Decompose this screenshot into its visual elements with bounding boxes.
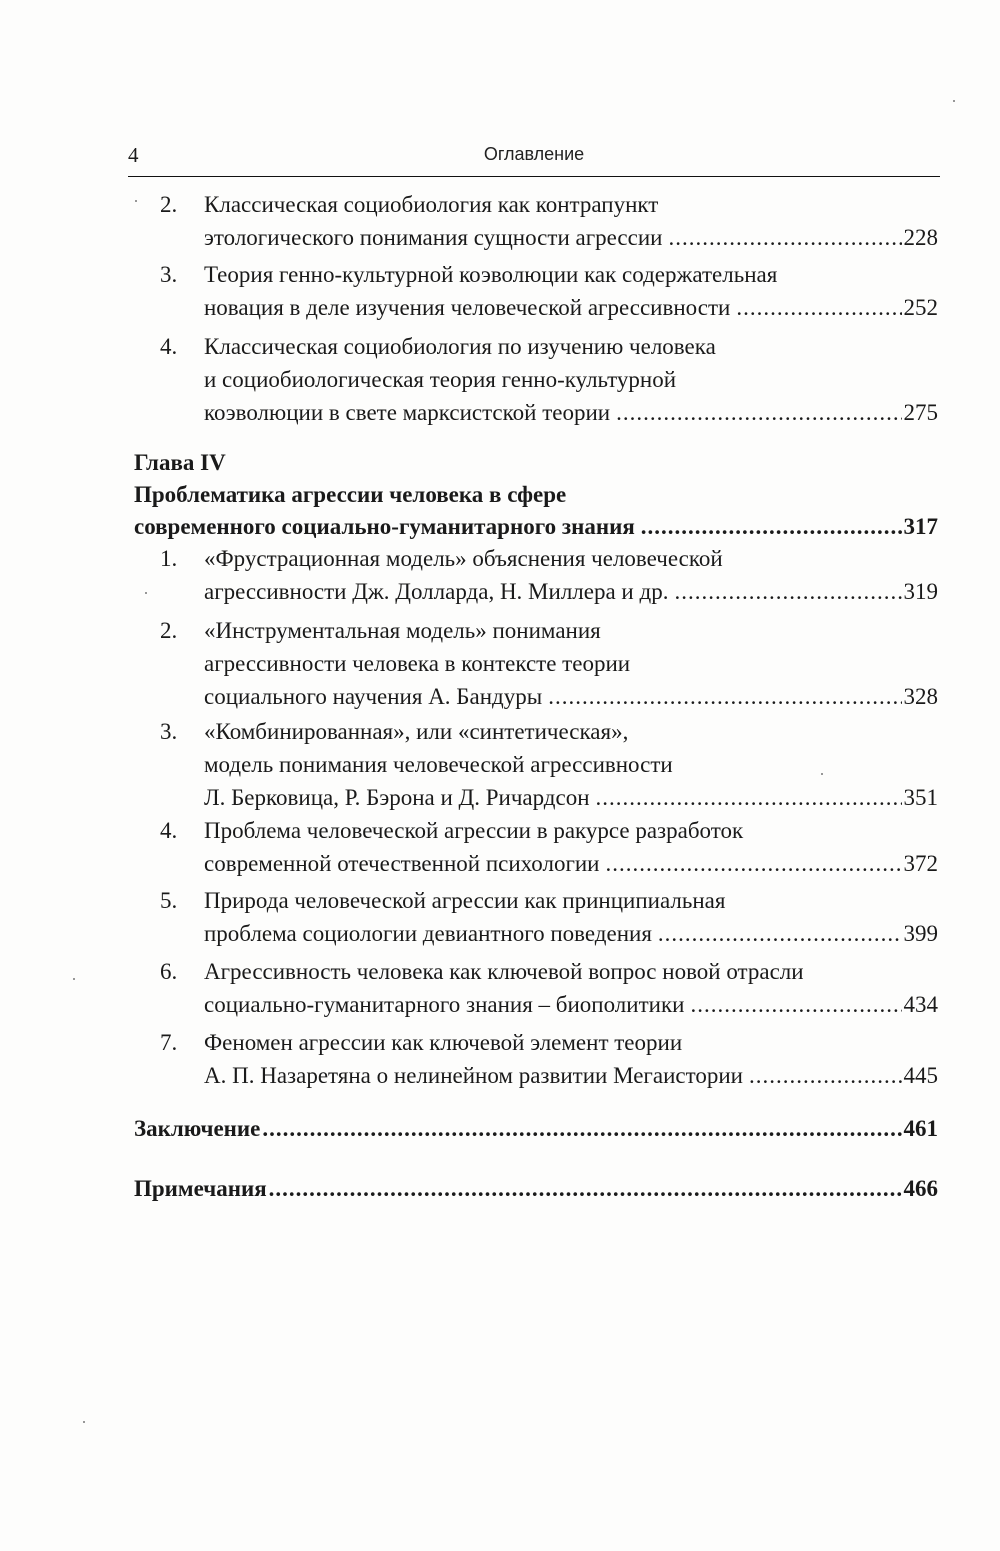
conclusion-label: Заключение [134, 1116, 261, 1141]
scan-speck [953, 100, 955, 102]
entry-title-line: Агрессивность человека как ключевой вопрос новой отрасли [204, 959, 804, 984]
toc-conclusion[interactable] [134, 1113, 938, 1145]
page-number: 4 [128, 143, 139, 167]
chapter-title-line: современного социально-гуманитарного знания [134, 514, 635, 539]
dot-leader [736, 291, 901, 324]
notes-page-number: 466 [903, 1176, 938, 1201]
entry-title-line: Л. Берковица, Р. Бэрона и Д. Ричардсон [204, 785, 590, 810]
entry-title-line: проблема социологии девиантного поведения [204, 921, 652, 946]
scan-speck [821, 773, 823, 775]
dot-leader [616, 396, 901, 429]
scan-speck [83, 1421, 85, 1423]
entry-page-number: 445 [903, 1063, 938, 1088]
scan-speck [73, 978, 75, 980]
notes-label: Примечания [134, 1176, 267, 1201]
entry-title-line: Теория генно-культурной коэволюции как содержательная [204, 262, 778, 287]
entry-title-line: современной отечественной психологии [204, 851, 600, 876]
entry-title-line: Природа человеческой агрессии как принципиальная [204, 888, 726, 913]
dot-leader [606, 847, 902, 880]
header-rule [128, 176, 940, 177]
entry-page-number: 252 [903, 295, 938, 320]
entry-number: 4. [160, 334, 178, 359]
entry-number: 3. [160, 719, 178, 744]
entry-title-line: А. П. Назаретяна о нелинейном развитии Мегаистории [204, 1063, 743, 1088]
dot-leader [641, 511, 902, 543]
entry-title-line: Феномен агрессии как ключевой элемент теории [204, 1030, 683, 1055]
entry-title-line: агрессивности Дж. Долларда, Н. Миллера и др. [204, 579, 669, 604]
entry-number: 2. [160, 192, 178, 217]
entry-title-line: коэволюции в свете марксистской теории [204, 400, 611, 425]
entry-title-line: «Фрустрационная модель» объяснения человеческой [204, 546, 723, 571]
dot-leader [658, 917, 902, 950]
entry-number: 7. [160, 1030, 178, 1055]
entry-number: 6. [160, 959, 178, 984]
entry-title-line: «Комбинированная», или «синтетическая», [204, 719, 629, 744]
entry-title-line: Классическая социобиология по изучению человека [204, 334, 716, 359]
dot-leader [262, 1113, 901, 1145]
dot-leader [668, 221, 901, 254]
entry-title-line: Проблема человеческой агрессии в ракурсе разработок [204, 818, 744, 843]
entry-title-line: агрессивности человека в контексте теории [204, 651, 631, 676]
entry-number: 1. [160, 546, 178, 571]
entry-title-line: «Инструментальная модель» понимания [204, 618, 601, 643]
chapter-page-number: 317 [903, 514, 938, 539]
entry-number: 4. [160, 818, 178, 843]
entry-number: 3. [160, 262, 178, 287]
entry-page-number: 399 [903, 921, 938, 946]
entry-page-number: 351 [903, 785, 938, 810]
running-title: Оглавление [483, 144, 585, 164]
scan-speck [135, 200, 137, 202]
chapter-label: Глава IV [134, 450, 226, 475]
conclusion-page-number: 461 [903, 1116, 938, 1141]
toc-notes[interactable] [134, 1173, 938, 1205]
entry-number: 2. [160, 618, 178, 643]
dot-leader [596, 781, 902, 814]
scan-speck [145, 592, 147, 594]
chapter-title-line: Проблематика агрессии человека в сфере [134, 482, 567, 507]
page-header [128, 143, 940, 173]
chapter-heading[interactable] [134, 447, 938, 543]
entry-title-line: и социобиологическая теория генно-культурной [204, 367, 677, 392]
entry-page-number: 434 [903, 992, 938, 1017]
dot-leader [548, 680, 901, 713]
entry-page-number: 228 [903, 225, 938, 250]
entry-title-line: новация в деле изучения человеческой агрессивности [204, 295, 731, 320]
entry-page-number: 372 [903, 851, 938, 876]
dot-leader [690, 988, 901, 1021]
dot-leader [749, 1059, 902, 1092]
entry-number: 5. [160, 888, 178, 913]
entry-page-number: 328 [903, 684, 938, 709]
entry-title-line: этологического понимания сущности агрессии [204, 225, 663, 250]
entry-title-line: модель понимания человеческой агрессивности [204, 752, 673, 777]
dot-leader [674, 575, 901, 608]
entry-title-line: социально-гуманитарного знания – биополитики [204, 992, 685, 1017]
dot-leader [269, 1173, 902, 1205]
entry-title-line: социального научения А. Бандуры [204, 684, 543, 709]
entry-title-line: Классическая социобиология как контрапункт [204, 192, 659, 217]
entry-page-number: 319 [903, 579, 938, 604]
entry-page-number: 275 [903, 400, 938, 425]
